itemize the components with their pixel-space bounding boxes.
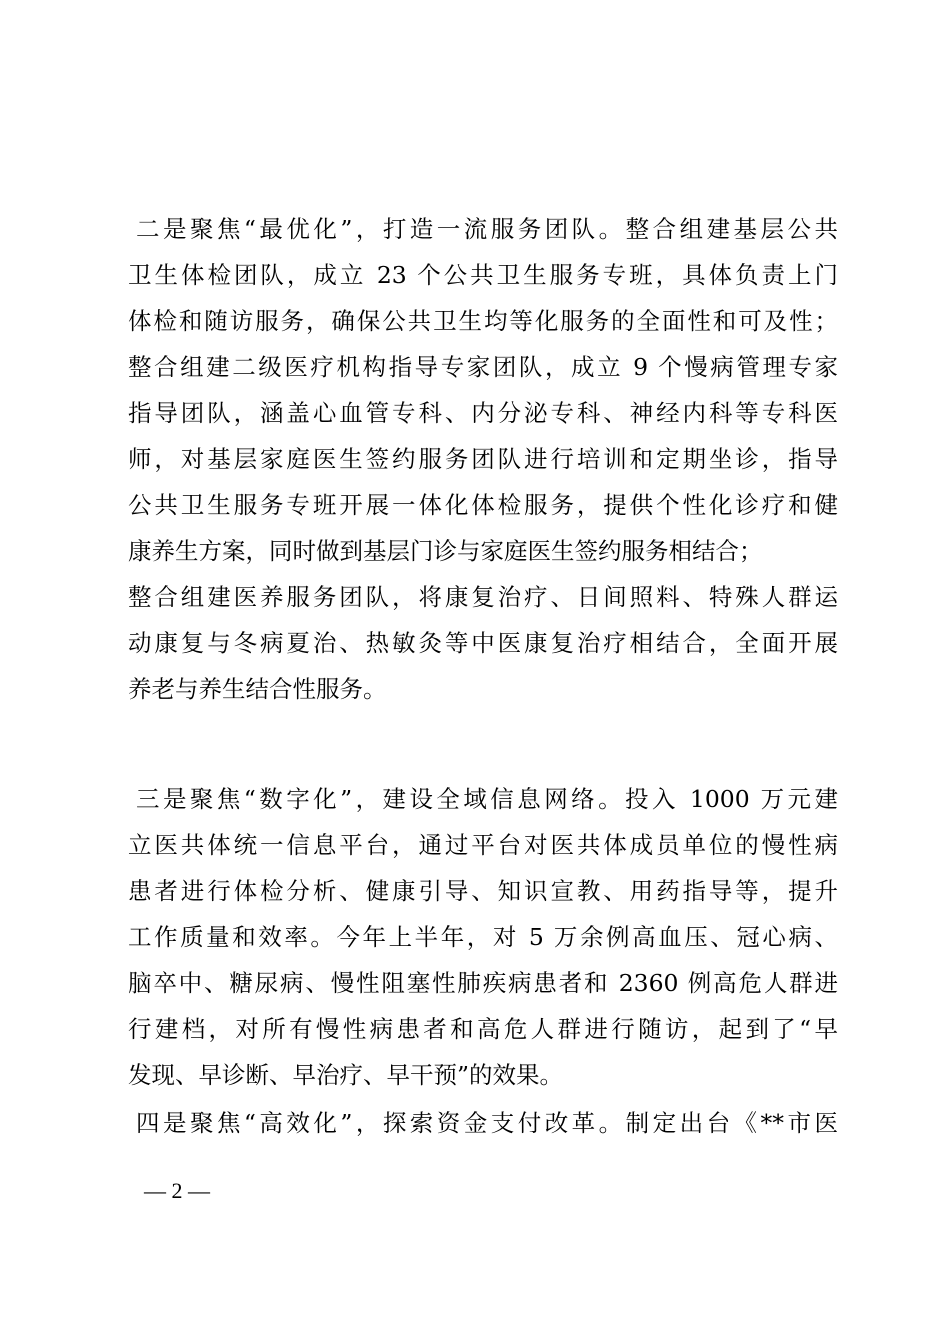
text-line: 四是聚焦“高效化”，探索资金支付改革。制定出台《**市医 [136,1109,838,1137]
text-line: 养老与养生结合性服务。 [128,675,387,703]
text-line: 患者进行体检分析、健康引导、知识宣教、用药指导等，提升 [128,877,838,905]
text-line: 卫生体检团队，成立 23 个公共卫生服务专班，具体负责上门 [128,261,838,289]
paragraph-optimization-service-team [128,206,838,712]
text-line: 整合组建二级医疗机构指导专家团队，成立 9 个慢病管理专家 [128,353,838,381]
text-line: 发现、早诊断、早治疗、早干预”的效果。 [128,1061,564,1089]
paragraph-efficiency-payment-reform [128,1100,838,1146]
text-line: 公共卫生服务专班开展一体化体检服务，提供个性化诊疗和健 [128,491,838,519]
text-line: 动康复与冬病夏治、热敏灸等中医康复治疗相结合，全面开展 [128,629,838,657]
text-line: 二是聚焦“最优化”，打造一流服务团队。整合组建基层公共 [136,215,838,243]
text-line: 指导团队，涵盖心血管专科、内分泌专科、神经内科等专科医 [128,399,838,427]
text-line: 体检和随访服务，确保公共卫生均等化服务的全面性和可及性； [128,307,838,335]
paragraph-digitalization-network [128,776,838,1098]
text-line: 康养生方案，同时做到基层门诊与家庭医生签约服务相结合； [128,537,763,565]
text-line: 整合组建医养服务团队，将康复治疗、日间照料、特殊人群运 [128,583,838,611]
text-line: 行建档，对所有慢性病患者和高危人群进行随访，起到了“早 [128,1015,838,1043]
page-number: — 2 — [144,1178,210,1203]
text-line: 师，对基层家庭医生签约服务团队进行培训和定期坐诊，指导 [128,445,838,473]
text-line: 三是聚焦“数字化”，建设全域信息网络。投入 1000 万元建 [136,785,838,813]
text-line: 脑卒中、糖尿病、慢性阻塞性肺疾病患者和 2360 例高危人群进 [128,969,838,997]
text-line: 工作质量和效率。今年上半年，对 5 万余例高血压、冠心病、 [128,923,838,951]
text-line: 立医共体统一信息平台，通过平台对医共体成员单位的慢性病 [128,831,838,859]
